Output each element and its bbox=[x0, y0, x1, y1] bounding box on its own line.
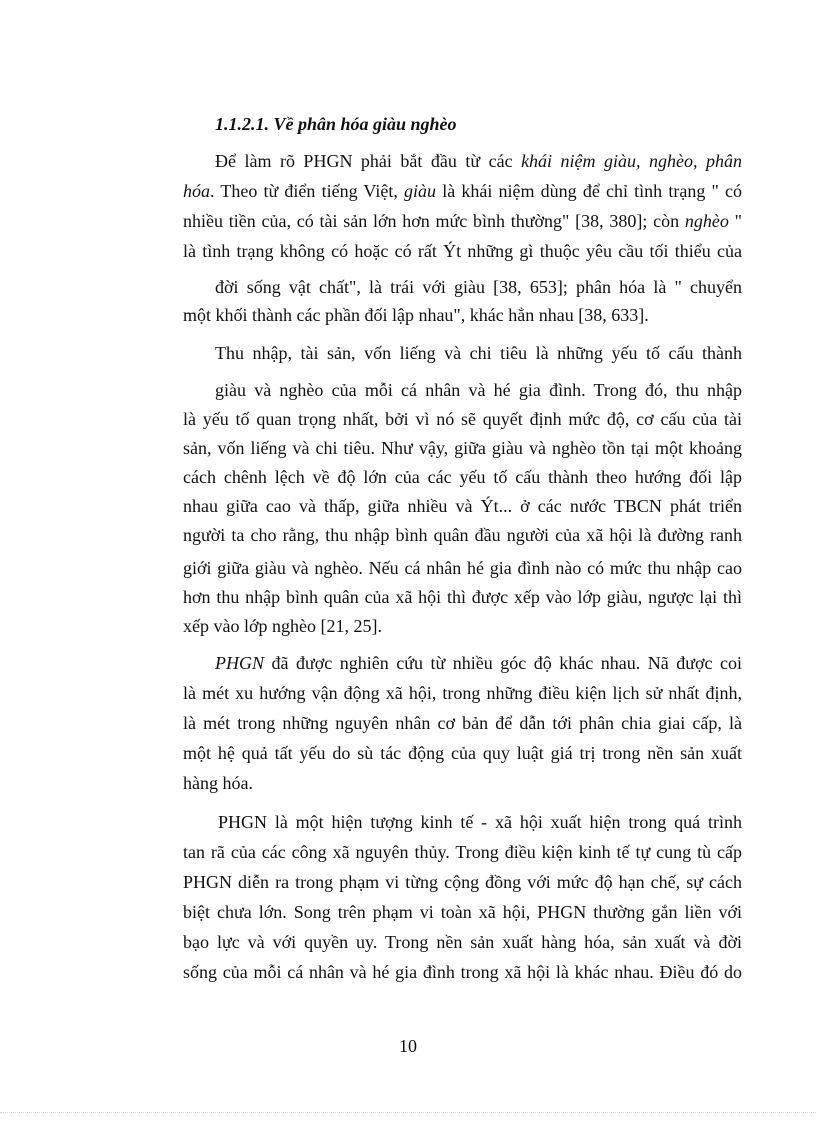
section-heading: 1.1.2.1. Về phân hóa giàu nghèo bbox=[215, 114, 457, 134]
italic-text: PHGN bbox=[215, 653, 264, 673]
text-line bbox=[183, 524, 742, 546]
text-run: người ta cho rằng, thu nhập bình quân đầu người của xã hội là đường ranh bbox=[183, 525, 742, 545]
text-run: đời sống vật chất", là trái với giàu [38, 653]; phân hóa là " chuyển bbox=[215, 277, 742, 297]
text-line bbox=[183, 408, 742, 430]
text-run: Để làm rõ PHGN phải bắt đầu từ các bbox=[215, 151, 522, 171]
text-run: là mét xu hướng vận động xã hội, trong những điều kiện lịch sử nhất định, bbox=[183, 683, 742, 703]
text-line bbox=[215, 150, 742, 172]
page-number: 10 bbox=[399, 1036, 417, 1056]
text-run: " bbox=[728, 211, 742, 231]
text-run: PHGN là một hiện tượng kinh tế - xã hội xuất hiện trong quá trình bbox=[218, 812, 742, 832]
text-line bbox=[183, 557, 742, 579]
text-run: đã được nghiên cứu từ nhiều góc độ khác nhau. Nã được coi bbox=[264, 653, 742, 673]
text-run: là mét trong những nguyên nhân cơ bản để dẫn tới phân chia giai cấp, là bbox=[183, 713, 742, 733]
text-line bbox=[183, 240, 742, 262]
text-run: hàng hóa. bbox=[183, 773, 253, 793]
text-run: xếp vào lớp nghèo [21, 25]. bbox=[183, 616, 382, 636]
text-line bbox=[215, 276, 742, 298]
text-line bbox=[183, 466, 742, 488]
text-line bbox=[183, 586, 742, 608]
text-run: một hệ quả tất yếu do sù tác động của quy luật giá trị trong nền sản xuất bbox=[183, 743, 742, 763]
text-line bbox=[183, 304, 649, 326]
text-run: PHGN diễn ra trong phạm vi từng cộng đồng với mức độ hạn chế, sự cách bbox=[183, 872, 742, 892]
text-run: là tình trạng không có hoặc có rất Ýt những gì thuộc yêu cầu tối thiểu của bbox=[183, 241, 742, 261]
text-run: là yếu tố quan trọng nhất, bởi vì nó sẽ quyết định mức độ, cơ cấu của tài bbox=[183, 409, 742, 429]
text-line bbox=[183, 871, 742, 893]
text-line bbox=[183, 495, 742, 517]
text-run: biệt chưa lớn. Song trên phạm vi toàn xã hội, PHGN thường gắn liền với bbox=[183, 902, 742, 922]
text-run: sống của mỗi cá nhân và hé gia đình trong xã hội là khác nhau. Điều đó do bbox=[183, 962, 742, 982]
text-run: tan rã của các công xã nguyên thủy. Trong điều kiện kinh tế tự cung tù cấp bbox=[183, 842, 742, 862]
text-run: là khái niệm dùng để chỉ tình trạng " có bbox=[436, 181, 742, 201]
text-line bbox=[183, 901, 742, 923]
text-run: cách chênh lệch về độ lớn của các yếu tố cấu thành theo hướng đối lập bbox=[183, 467, 742, 487]
text-line bbox=[183, 841, 742, 863]
italic-text: giàu bbox=[404, 181, 437, 201]
text-line bbox=[215, 379, 742, 401]
page-footer-rule bbox=[0, 1112, 816, 1113]
text-line bbox=[183, 712, 742, 734]
text-line bbox=[215, 342, 742, 364]
text-line bbox=[183, 180, 742, 202]
italic-text: khái niệm giàu, nghèo, phân bbox=[521, 151, 742, 171]
text-line bbox=[183, 742, 742, 764]
text-run: hơn thu nhập bình quân của xã hội thì được xếp vào lớp giàu, ngược lại thì bbox=[183, 587, 742, 607]
text-line bbox=[183, 931, 742, 953]
text-line bbox=[183, 961, 742, 983]
text-line bbox=[215, 652, 742, 674]
text-run: . Theo từ điển tiếng Việt, bbox=[210, 181, 405, 201]
text-run: bạo lực và với quyền uy. Trong nền sản xuất hàng hóa, sản xuất và đời bbox=[183, 932, 742, 952]
text-run: nhiều tiền của, có tài sản lớn hơn mức bình thường" [38, 380]; còn bbox=[183, 211, 685, 231]
text-run: một khối thành các phần đối lập nhau", khác hẳn nhau [38, 633]. bbox=[183, 305, 649, 325]
text-line bbox=[218, 811, 742, 833]
text-line bbox=[183, 437, 742, 459]
text-run: giới giữa giàu và nghèo. Nếu cá nhân hé gia đình nào có mức thu nhập cao bbox=[183, 558, 742, 578]
text-line bbox=[183, 615, 382, 637]
text-run: Thu nhập, tài sản, vốn liếng và chi tiêu là những yếu tố cấu thành bbox=[215, 343, 742, 363]
text-line bbox=[183, 210, 742, 232]
text-run: giàu và nghèo của mỗi cá nhân và hé gia đình. Trong đó, thu nhập bbox=[215, 380, 742, 400]
italic-text: nghèo bbox=[684, 211, 729, 231]
italic-text: hóa bbox=[183, 181, 210, 201]
text-run: nhau giữa cao và thấp, giữa nhiều và Ýt... ở các nước TBCN phát triển bbox=[183, 496, 742, 516]
text-line bbox=[183, 772, 253, 794]
text-line bbox=[183, 682, 742, 704]
text-run: sản, vốn liếng và chi tiêu. Như vậy, giữa giàu và nghèo tồn tại một khoảng bbox=[183, 438, 742, 458]
